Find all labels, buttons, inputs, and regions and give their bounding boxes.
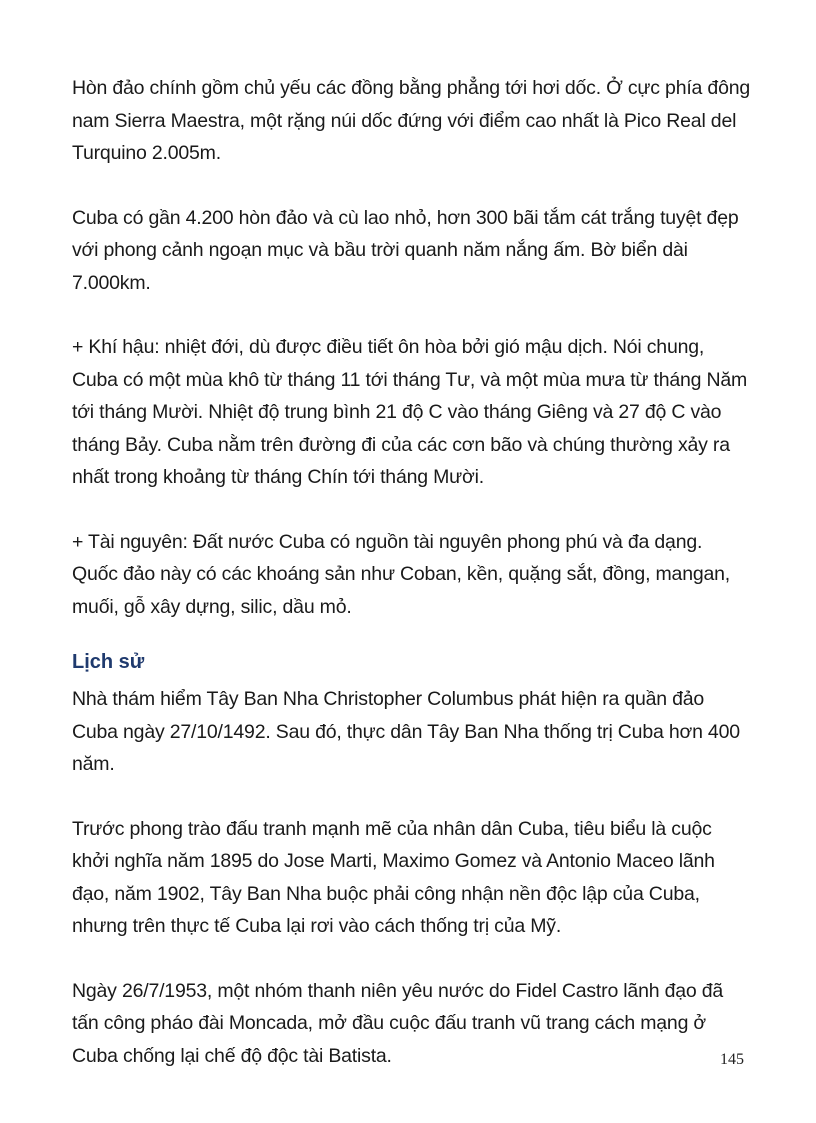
paragraph-islands: Cuba có gần 4.200 hòn đảo và cù lao nhỏ, hơn 300 bãi tắm cát trắng tuyệt đẹp với phong cảnh ngoạn mục và bầu trời quanh năm nắng ấm. Bờ biển dài 7.000km. [72,206,739,294]
paragraph-independence: Trước phong trào đấu tranh mạnh mẽ của nhân dân Cuba, tiêu biểu là cuộc khởi nghĩa năm 1895 do Jose Marti, Maximo Gomez và Antonio Maceo lãnh đạo, năm 1902, Tây Ban Nha buộc phải công nhận nền độc lập của Cuba, nhưng trên thực tế Cuba lại rơi vào cách thống trị của Mỹ. [72,817,715,937]
paragraph-climate: + Khí hậu: nhiệt đới, dù được điều tiết ôn hòa bởi gió mậu dịch. Nói chung, Cuba có một mùa khô từ tháng 11 tới tháng Tư, và một mùa mưa từ tháng Năm tới tháng Mười. Nhiệt độ trung bình 21 độ C vào tháng Giêng và 27 độ C vào tháng Bảy. Cuba nằm trên đường đi của các cơn bão và chúng thường xảy ra nhất trong khoảng từ tháng Chín tới tháng Mười. [72,336,748,488]
paragraph-moncada: Ngày 26/7/1953, một nhóm thanh niên yêu nước do Fidel Castro lãnh đạo đã tấn công pháo đài Moncada, mở đầu cuộc đấu tranh vũ trang cách mạng ở Cuba chống lại chế độ độc tài Batista. [72,979,724,1067]
paragraph-columbus: Nhà thám hiểm Tây Ban Nha Christopher Columbus phát hiện ra quần đảo Cuba ngày 27/10/1492. Sau đó, thực dân Tây Ban Nha thống trị Cuba hơn 400 năm. [72,688,740,775]
page-number: 145 [720,1051,744,1068]
paragraph-geography: Hòn đảo chính gồm chủ yếu các đồng bằng phẳng tới hơi dốc. Ở cực phía đông nam Sierra Maestra, một rặng núi dốc đứng với điểm cao nhất là Pico Real del Turquino 2.005m. [72,77,751,164]
paragraph-resources: + Tài nguyên: Đất nước Cuba có nguồn tài nguyên phong phú và đa dạng. Quốc đảo này có các khoáng sản như Coban, kền, quặng sắt, đồng, mangan, muối, gỗ xây dựng, silic, dầu mỏ. [72,530,730,618]
page-body [72,72,752,1104]
section-heading-history: Lịch sử [72,651,145,673]
